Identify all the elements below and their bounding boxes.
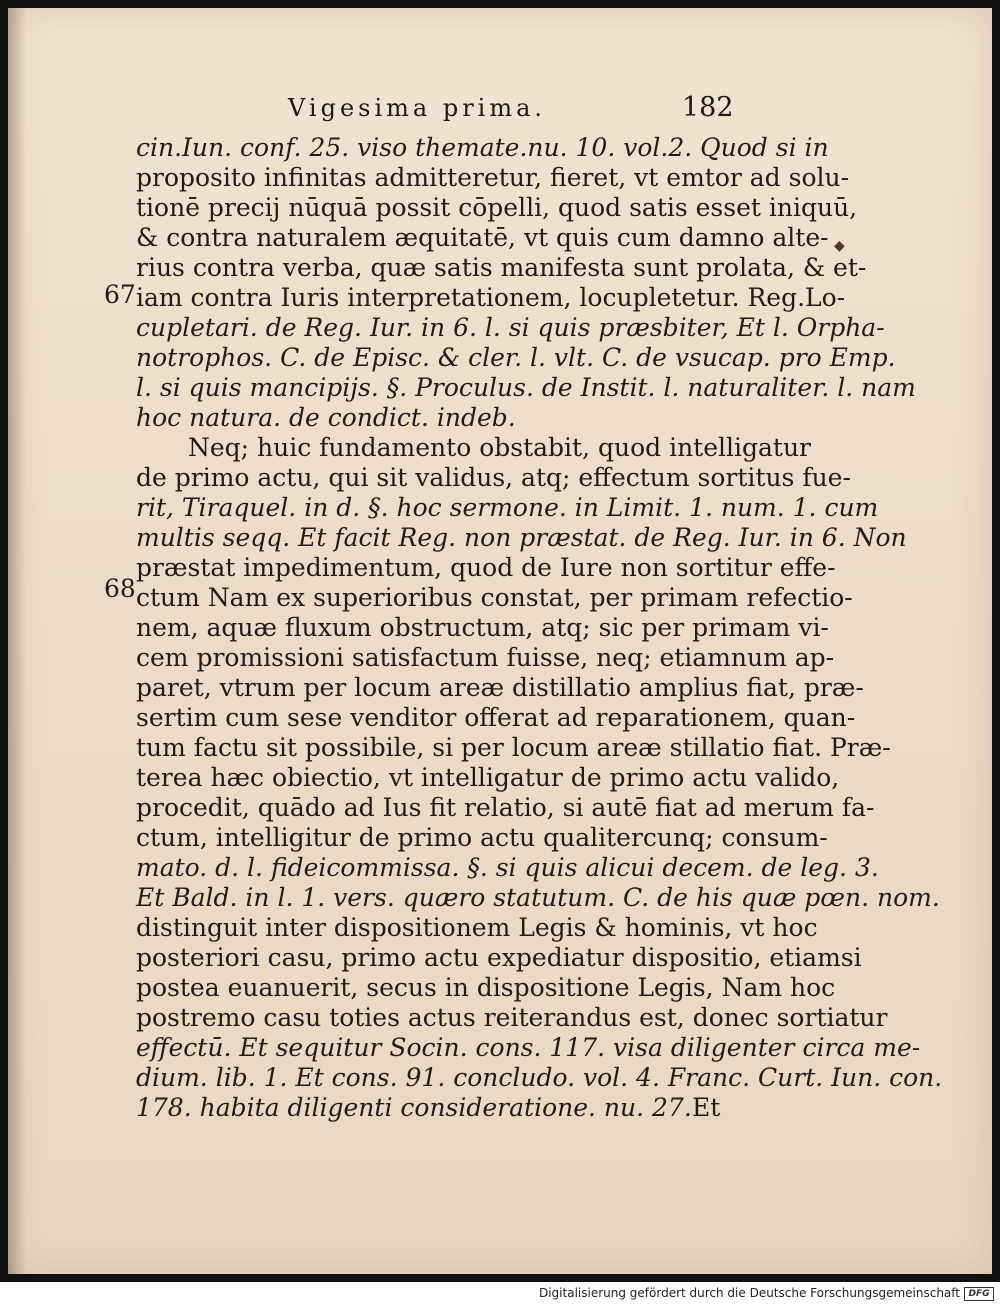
- digitization-footer: [0, 1282, 1000, 1305]
- text-line-13: rit, Tiraquel. in d. §. hoc sermone. in Limit. 1. num. 1. cum: [136, 493, 879, 522]
- margin-number-67: 67: [104, 280, 136, 309]
- text-line-14: multis seqq. Et facit Reg. non præstat. de Reg. Iur. in 6. Non: [136, 523, 907, 552]
- text-line-32: dium. lib. 1. Et cons. 91. concludo. vol. 4. Franc. Curt. Iun. con.: [136, 1063, 943, 1092]
- text-line-25: mato. d. l. fideicommissa. §. si quis alicui decem. de leg. 3.: [136, 853, 879, 882]
- ink-speck: ◆: [834, 238, 845, 254]
- text-line-21: tum factu sit possibile, si per locum areæ stillatio fiat. Præ-: [136, 733, 891, 762]
- book-page: [8, 8, 992, 1274]
- text-line-27: distinguit inter dispositionem Legis & hominis, vt hoc: [136, 913, 818, 942]
- text-line-22: terea hæc obiectio, vt intelligatur de primo actu valido,: [136, 763, 840, 792]
- text-line-10: hoc natura. de condict. indeb.: [136, 403, 516, 432]
- text-line-1: cin.Iun. conf. 25. viso themate.nu. 10. vol.2. Quod si in: [136, 133, 829, 162]
- text-line-7: cupletari. de Reg. Iur. in 6. l. si quis præsbiter, Et l. Orpha-: [136, 313, 885, 342]
- text-line-5: rius contra verba, quæ satis manifesta sunt prolata, & et-: [136, 253, 867, 282]
- text-line-18: cem promissioni satisfactum fuisse, neq; etiamnum ap-: [136, 643, 835, 672]
- text-line-20: sertim cum sese venditor offerat ad reparationem, quan-: [136, 703, 856, 732]
- text-line-12: de primo actu, qui sit validus, atq; effectum sortitus fue-: [136, 463, 851, 492]
- running-head: Vigesima prima.: [288, 94, 547, 122]
- dfg-logo: DFG: [964, 1287, 994, 1301]
- text-line-4: & contra naturalem æquitatē, vt quis cum damno alte-: [136, 223, 829, 252]
- text-line-31: effectū. Et sequitur Socin. cons. 117. visa diligenter circa me-: [136, 1033, 921, 1062]
- text-line-17: nem, aquæ fluxum obstructum, atq; sic per primam vi-: [136, 613, 829, 642]
- text-line-28: posteriori casu, primo actu expediatur dispositio, etiamsi: [136, 943, 862, 972]
- text-line-26: Et Bald. in l. 1. vers. quæro statutum. C. de his quæ pœn. nom.: [136, 883, 940, 912]
- text-line-9: l. si quis mancipijs. §. Proculus. de Instit. l. naturaliter. l. nam: [136, 373, 916, 402]
- text-line-8: notrophos. C. de Episc. & cler. l. vlt. C. de vsucap. pro Emp.: [136, 343, 896, 372]
- page-number: 182: [682, 92, 734, 123]
- text-line-2: proposito infinitas admitteretur, fieret, vt emtor ad solu-: [136, 163, 850, 192]
- catchword: Et: [692, 1093, 721, 1122]
- footer-credit: Digitalisierung gefördert durch die Deutsche Forschungsgemeinschaft: [538, 1286, 960, 1300]
- text-line-24: ctum, intelligitur de primo actu qualitercunq; consum-: [136, 823, 828, 852]
- text-line-11: Neq; huic fundamento obstabit, quod intelligatur: [188, 433, 812, 462]
- text-line-29: postea euanuerit, secus in dispositione Legis, Nam hoc: [136, 973, 836, 1002]
- text-line-23: procedit, quādo ad Ius fit relatio, si autē fiat ad merum fa-: [136, 793, 875, 822]
- text-line-30: postremo casu toties actus reiterandus est, donec sortiatur: [136, 1003, 888, 1032]
- text-line-6: iam contra Iuris interpretationem, locupletetur. Reg.Lo-: [136, 283, 846, 312]
- text-line-3: tionē precij nūquā possit cōpelli, quod satis esset iniquū,: [136, 193, 858, 222]
- text-line-19: paret, vtrum per locum areæ distillatio amplius fiat, præ-: [136, 673, 864, 702]
- margin-number-68: 68: [104, 574, 136, 603]
- text-line-15: præstat impedimentum, quod de Iure non sortitur effe-: [136, 553, 836, 582]
- text-line-16: ctum Nam ex superioribus constat, per primam refectio-: [136, 583, 853, 612]
- text-line-33: 178. habita diligenti consideratione. nu. 27.: [136, 1093, 692, 1122]
